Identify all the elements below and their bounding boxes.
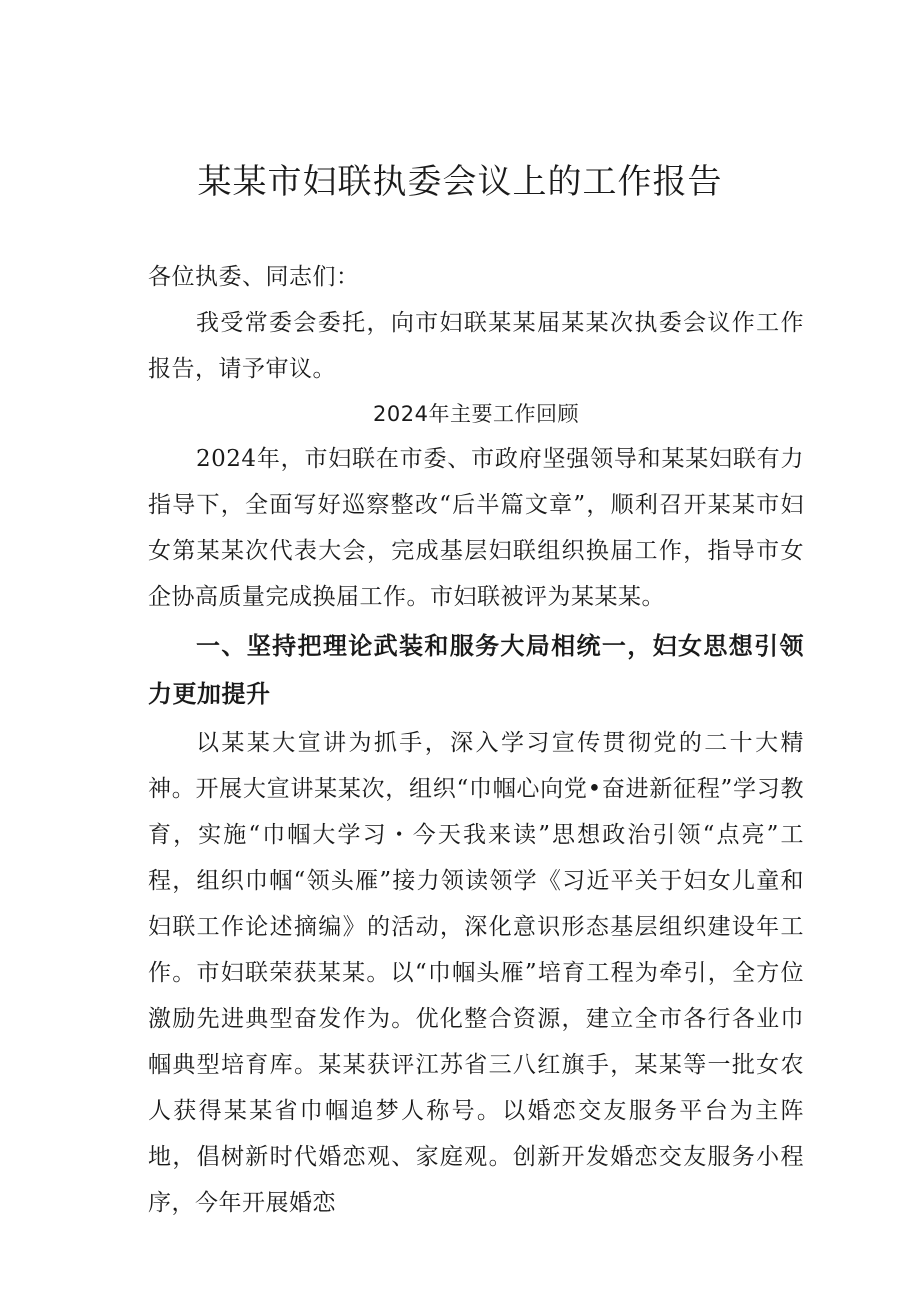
document-body — [148, 254, 804, 1226]
intro-paragraph: 我受常委会委托，向市妇联某某届某某次执委会议作工作报告，请予审议。 — [148, 310, 804, 382]
salutation: 各位执委、同志们： — [148, 264, 360, 290]
document-title: 某某市妇联执委会议上的工作报告 — [197, 162, 723, 202]
section1-paragraph: 以某某大宣讲为抓手，深入学习宣传贯彻党的二十大精神。开展大宣讲某某次，组织“巾帼心向党•奋进新征程”学习教育，实施“巾帼大学习・今天我来读”思想政治引领“点亮”工程，组织巾帼“领头雁”接力领读领学《习近平关于妇女儿童和妇联工作论述摘编》的活动，深化意识形态基层组织建设年工作。市妇联荣获某某。以“巾帼头雁”培育工程为牵引，全方位激励先进典型奋发作为。优化整合资源，建立全市各行各业巾帼典型培育库。某某获评江苏省三八红旗手，某某等一批女农人获得某某省巾帼追梦人称号。以婚恋交友服务平台为主阵地，倡树新时代婚恋观、家庭观。创新开发婚恋交友服务小程序，今年开展婚恋 — [148, 730, 804, 1216]
section1-heading: 一、坚持把理论武装和服务大局相统一，妇女思想引领力更加提升 — [148, 632, 804, 708]
review-paragraph: 2024年，市妇联在市委、市政府坚强领导和某某妇联有力指导下，全面写好巡察整改“后半篇文章”，顺利召开某某市妇女第某某次代表大会，完成基层妇联组织换届工作，指导市女企协高质量完成换届工作。市妇联被评为某某某。 — [148, 446, 804, 610]
review-heading: 2024年主要工作回顾 — [373, 402, 579, 426]
